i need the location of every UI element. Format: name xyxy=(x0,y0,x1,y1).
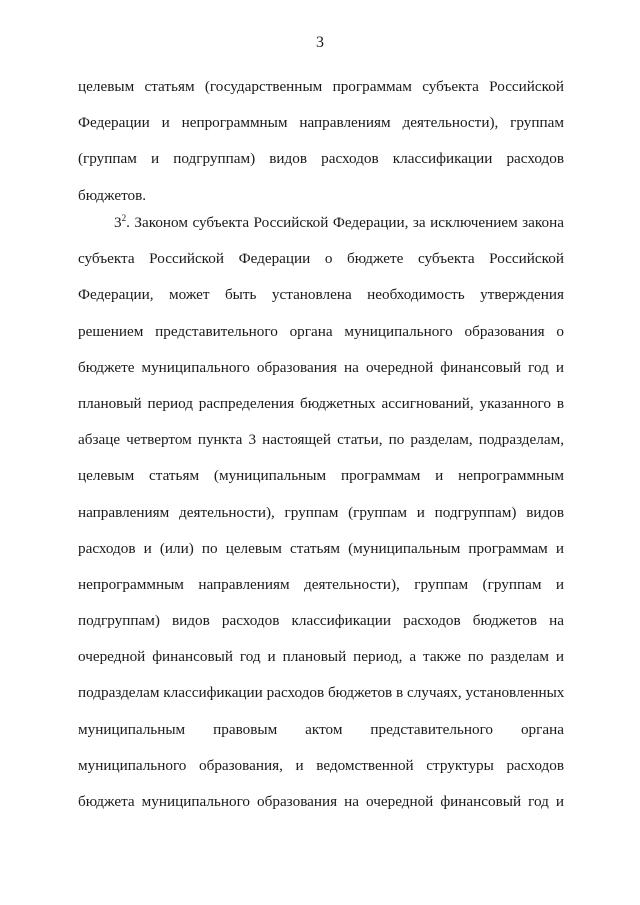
paragraph-line: очередной финансовый год и плановый период, а также по разделам и xyxy=(78,648,564,666)
paragraph-line: целевым статьям (государственным программам субъекта Российской xyxy=(78,78,564,95)
paragraph-first-line xyxy=(78,205,564,241)
paragraph-line: (группам и подгруппам) видов расходов классификации расходов xyxy=(78,150,564,168)
item-number: 3 xyxy=(114,214,122,231)
paragraph-line: подгруппам) видов расходов классификации расходов бюджетов на xyxy=(78,612,564,630)
paragraph-2 xyxy=(78,205,564,820)
paragraph-line: направлениям деятельности), группам (группам и подгруппам) видов xyxy=(78,503,564,521)
paragraph-line: целевым статьям (муниципальным программам и непрограммным xyxy=(78,467,564,485)
page-number: 3 xyxy=(316,34,324,51)
paragraph-line: субъекта Российской Федерации о бюджете субъекта Российской xyxy=(78,250,564,268)
paragraph-1 xyxy=(78,69,564,214)
paragraph-line: расходов и (или) по целевым статьям (муниципальным программам и xyxy=(78,539,564,557)
paragraph-line: абзаце четвертом пункта 3 настоящей статьи, по разделам, подразделам, xyxy=(78,431,564,449)
paragraph-line: непрограммным направлениям деятельности), группам (группам и xyxy=(78,575,564,593)
paragraph-line: Федерации и непрограммным направлениям деятельности), группам xyxy=(78,114,564,132)
item-superscript: 2 xyxy=(121,212,127,223)
paragraph-line: Федерации, может быть установлена необходимость утверждения xyxy=(78,286,564,304)
paragraph-line: бюджетов. xyxy=(78,186,147,204)
paragraph-line: плановый период распределения бюджетных ассигнований, указанного в xyxy=(78,394,564,412)
paragraph-line: муниципального образования, и ведомственной структуры расходов xyxy=(78,756,564,774)
paragraph-line: муниципальным правовым актом представительного органа xyxy=(78,720,564,738)
paragraph-line: подразделам классификации расходов бюджетов в случаях, установленных xyxy=(78,684,565,702)
paragraph-line: решением представительного органа муниципального образования о xyxy=(78,322,564,340)
first-line-text: . Законом субъекта Российской Федерации, за исключением закона xyxy=(126,214,564,231)
paragraph-line: бюджета муниципального образования на очередной финансовый год и xyxy=(78,793,564,810)
paragraph-line: бюджете муниципального образования на очередной финансовый год и xyxy=(78,358,564,376)
